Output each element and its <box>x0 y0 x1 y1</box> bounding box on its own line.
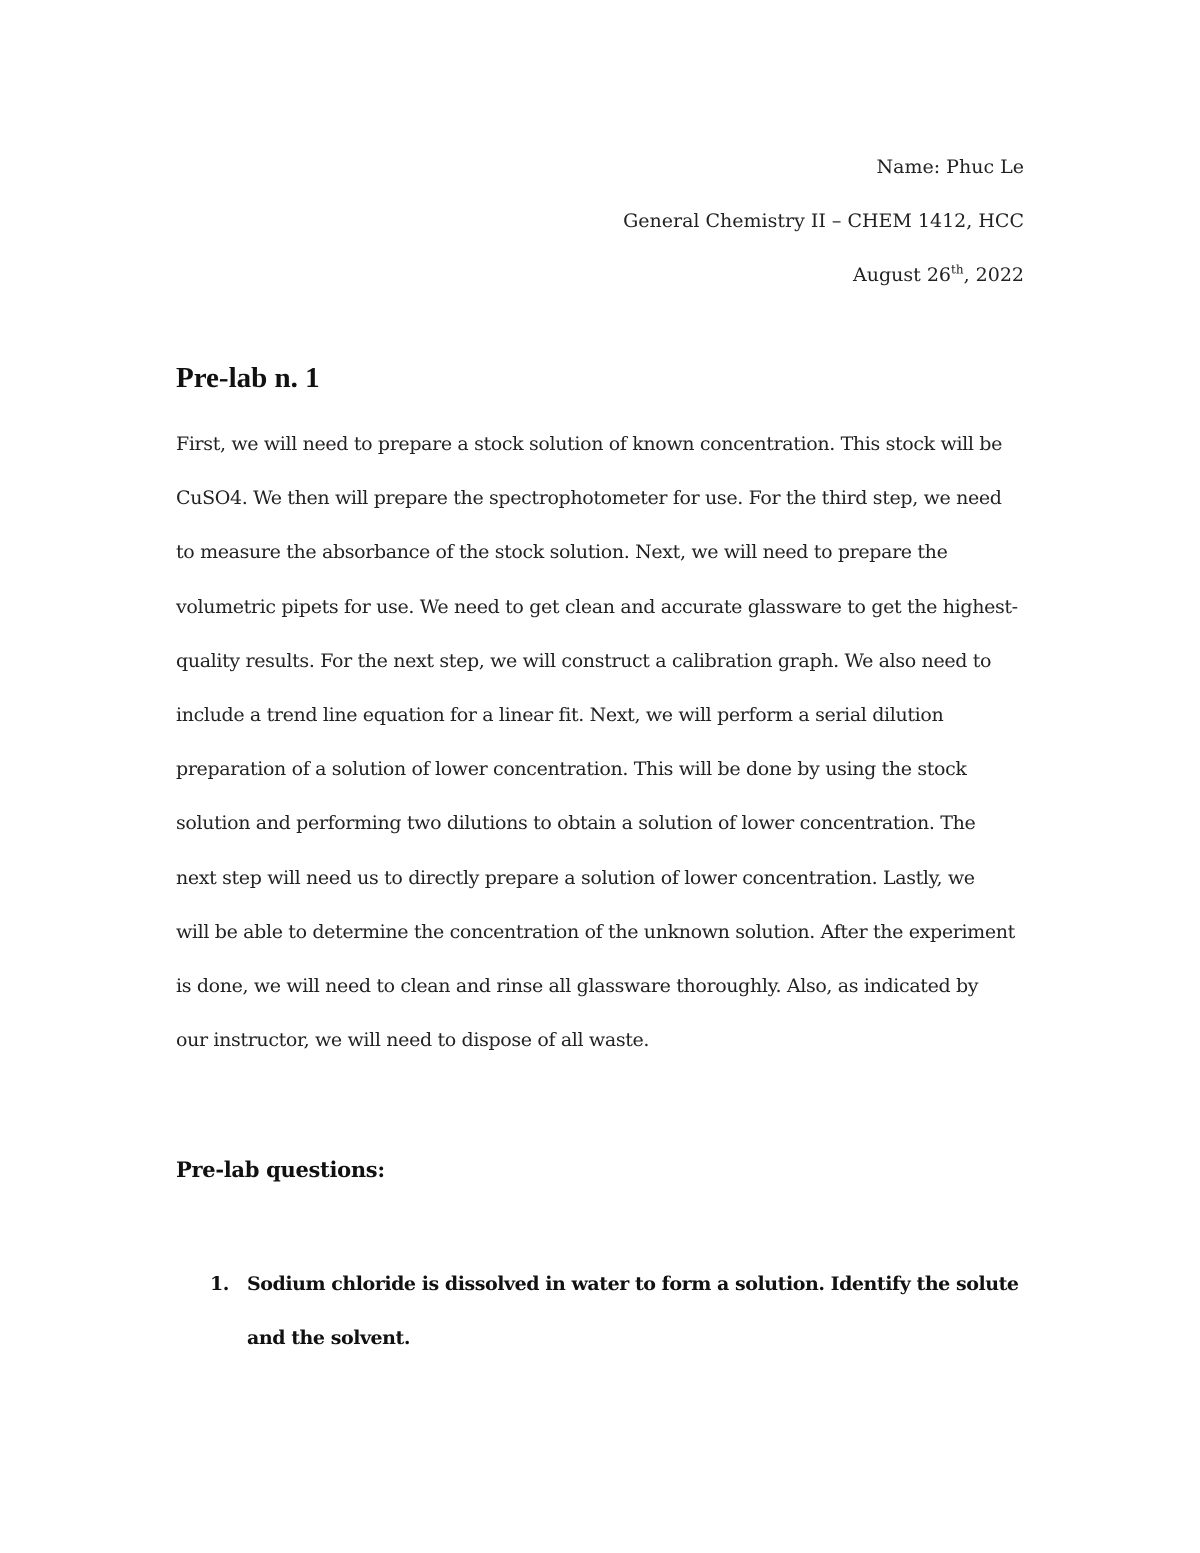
date-ordinal-suffix: th <box>951 262 964 277</box>
course-info: General Chemistry II – CHEM 1412, HCC <box>623 210 1024 232</box>
paragraph-line: our instructor, we will need to dispose of all waste. <box>176 1029 650 1052</box>
paragraph-line: CuSO4. We then will prepare the spectrophotometer for use. For the third step, we need <box>176 487 1002 510</box>
paragraph-line: will be able to determine the concentration of the unknown solution. After the experiment <box>176 920 1015 943</box>
paragraph-line: include a trend line equation for a linear fit. Next, we will perform a serial dilution <box>176 704 944 727</box>
question-item <box>210 1257 1019 1365</box>
paragraph-line: volumetric pipets for use. We need to get clean and accurate glassware to get the highest- <box>176 595 1018 618</box>
paragraph-line: to measure the absorbance of the stock solution. Next, we will need to prepare the <box>176 541 948 564</box>
paragraph-line: quality results. For the next step, we will construct a calibration graph. We also need to <box>176 649 992 672</box>
header-block <box>623 140 1024 302</box>
page-title: Pre-lab n. 1 <box>176 362 320 394</box>
procedure-paragraph <box>176 417 1036 1067</box>
student-name: Name: Phuc Le <box>876 156 1024 178</box>
date-prefix: August 26 <box>853 264 951 286</box>
paragraph-line: preparation of a solution of lower concentration. This will be done by using the stock <box>176 758 967 781</box>
paragraph-line: is done, we will need to clean and rinse all glassware thoroughly. Also, as indicated by <box>176 975 979 998</box>
question-line: and the solvent. <box>247 1327 411 1350</box>
date-line <box>623 248 1024 302</box>
question-line: Sodium chloride is dissolved in water to form a solution. Identify the solute <box>247 1273 1019 1295</box>
question-number: 1. <box>210 1273 229 1295</box>
paragraph-line: next step will need us to directly prepare a solution of lower concentration. Lastly, we <box>176 866 975 889</box>
paragraph-line: First, we will need to prepare a stock solution of known concentration. This stock will be <box>176 433 1003 455</box>
date-rest: , 2022 <box>963 264 1024 286</box>
question-list <box>210 1257 1019 1365</box>
paragraph-line: solution and performing two dilutions to obtain a solution of lower concentration. The <box>176 812 976 835</box>
questions-heading: Pre-lab questions: <box>176 1157 385 1182</box>
